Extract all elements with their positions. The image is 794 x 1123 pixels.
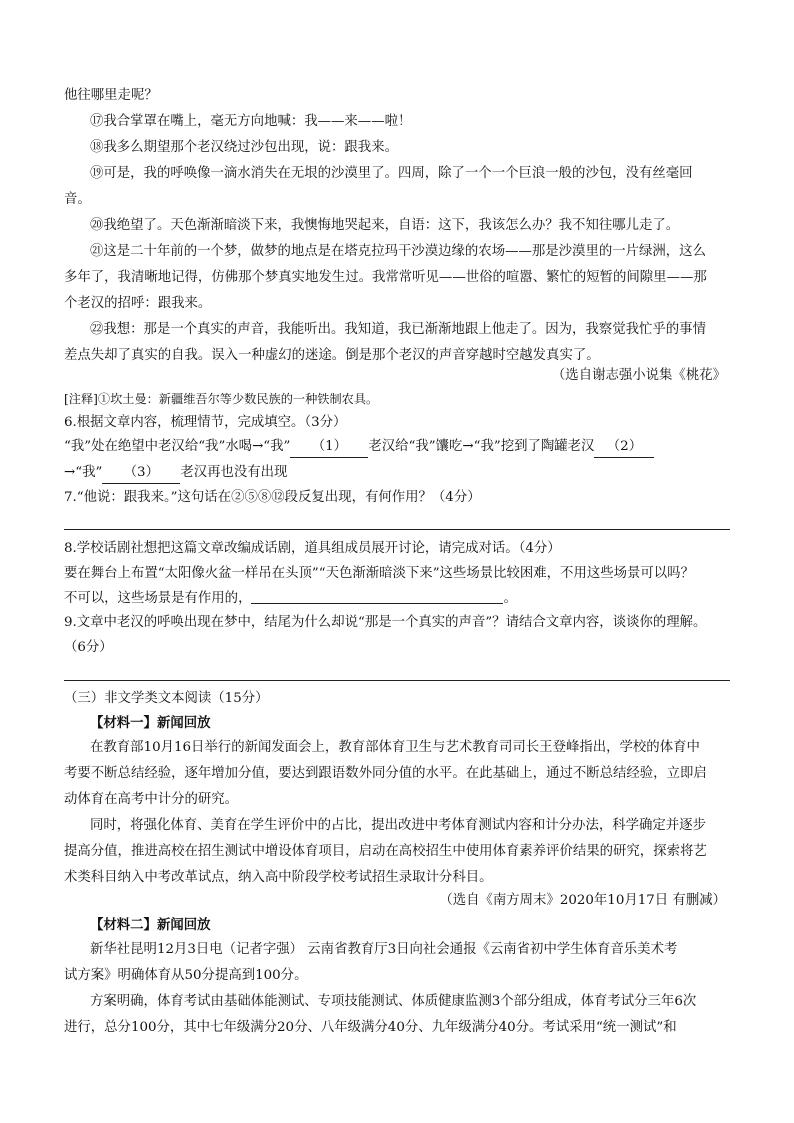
question-9-line1: 9.文章中老汉的呼唤出现在梦中，结尾为什么却说“那是一个真实的声音”？请结合文章内容，谈谈你的理解。 [64, 615, 707, 630]
question-8-text-b: 。 [503, 591, 517, 606]
question-6-text-d: 老汉再也没有出现 [180, 465, 288, 480]
material-2-label: 【材料二】新闻回放 [90, 917, 211, 933]
question-6-text-b: 老汉给“我”馕吃→“我”挖到了陶罐老汉 [368, 439, 595, 454]
material-1-para2-line3: 术类科目纳入中考改革试点，纳入高中阶段学校考试招生录取计分科目。 [64, 870, 493, 885]
question-8-line2 [64, 589, 517, 609]
story-paragraph-22-line1: ㉒我想：那是一个真实的声音，我能听出。我知道，我已渐渐地跟上他走了。因为，我察觉我忙乎的事情 [90, 322, 706, 337]
question-8-title: 8.学校话剧社想把这篇文章改编成话剧，道具组成员展开讨论，请完成对话。（4分） [64, 541, 561, 556]
story-paragraph-16-tail: 他往哪里走呢？ [64, 88, 158, 103]
question-6-blank-3[interactable]: （3） [102, 463, 180, 484]
story-paragraph-17: ⑰我合掌罩在嘴上，毫无方向地喊：我——来——啦！ [90, 114, 412, 129]
question-8-line1: 要在舞台上布置“太阳像火盆一样吊在头顶”“天色渐渐暗淡下来”这些场景比较困难，不用这些场景可以吗？ [64, 566, 694, 581]
material-1-source: （选自《南方周末》2020年10月17日 有删减） [439, 893, 726, 908]
story-paragraph-22-line2: 差点失却了真实的自我。误入一种虚幻的迷途。倒是那个老汉的声音穿越时空越发真实了。 [64, 348, 600, 363]
material-2-para2-line1: 方案明确，体育考试由基础体能测试、专项技能测试、体质健康监测3个部分组成，体育考试分三年6次 [90, 994, 697, 1009]
material-2-para2-line2: 进行，总分100分，其中七年级满分20分、八年级满分40分、九年级满分40分。考试采用“统一测试”和 [64, 1020, 677, 1035]
question-6-line2 [64, 463, 287, 484]
material-1-label: 【材料一】新闻回放 [90, 715, 211, 731]
story-footnote: [注释]①坎土曼：新疆维吾尔等少数民族的一种铁制农具。 [64, 392, 379, 406]
section-3-title: （三）非文学类文本阅读（15分） [64, 691, 269, 706]
material-1-para1-line2: 考要不断总结经验，逐年增加分值，要达到跟语数外同分值的水平。在此基础上，通过不断总结经验，立即启 [64, 766, 707, 781]
story-source: （选自谢志强小说集《桃花》 [551, 368, 726, 383]
question-6-blank-1[interactable]: （1） [290, 437, 368, 458]
question-9-answer-line[interactable] [64, 680, 730, 681]
story-paragraph-19-line1: ⑲可是，我的呼唤像一滴水消失在无垠的沙漠里了。四周，除了一个一个巨浪一般的沙包，没有丝毫回 [90, 166, 693, 181]
story-paragraph-18: ⑱我多么期望那个老汉绕过沙包出现，说：跟我来。 [90, 140, 398, 155]
story-paragraph-21-line1: ㉑这是二十年前的一个梦，做梦的地点是在塔克拉玛干沙漠边缘的农场——那是沙漠里的一片绿洲，这么 [90, 244, 706, 259]
material-1-para1-line1: 在教育部10月16日举行的新闻发面会上，教育部体育卫生与艺术教育司司长王登峰指出，学校的体育中 [90, 740, 700, 755]
material-2-para1-line2: 试方案》明确体育从50分提高到100分。 [64, 968, 308, 983]
material-1-para2-line1: 同时，将强化体育、美育在学生评价中的占比，提出改进中考体育测试内容和计分办法，科学确定并逐步 [90, 818, 706, 833]
question-6-blank-2[interactable]: （2） [594, 437, 654, 458]
material-2-para1-line1: 新华社昆明12月3日电（记者字强） 云南省教育厅3日向社会通报《云南省初中学生体育音乐美术考 [90, 942, 678, 957]
question-9-line2: （6分） [64, 640, 113, 655]
material-1-para1-line3: 动体育在高考中计分的研究。 [64, 792, 239, 807]
question-6-text-c: →“我” [64, 465, 103, 480]
story-paragraph-20: ⑳我绝望了。天色渐渐暗淡下来，我懊悔地哭起来，自语：这下，我该怎么办？我不知往哪儿走了。 [90, 218, 680, 233]
question-7: 7.“他说：跟我来。”这句话在②⑤⑧⑫段反复出现，有何作用？（4分） [64, 490, 481, 505]
question-8-answer-blank[interactable] [251, 589, 503, 604]
story-paragraph-19-line2: 音。 [64, 192, 91, 207]
question-6-text-a: “我”处在绝望中老汉给“我”水喝→“我” [64, 439, 291, 454]
story-paragraph-21-line2: 多年了，我清晰地记得，仿佛那个梦真实地发生过。我常常听见——世俗的喧嚣、繁忙的短暂的间隙里——那 [64, 270, 707, 285]
question-6-line1 [64, 437, 654, 458]
story-paragraph-21-line3: 个老汉的招呼：跟我来。 [64, 296, 212, 311]
question-6-title: 6.根据文章内容，梳理情节，完成填空。（3分） [64, 415, 347, 430]
question-8-text-a: 不可以，这些场景是有作用的， [64, 591, 252, 606]
material-1-para2-line2: 提高分值，推进高校在招生测试中增设体育项目，启动在高校招生中使用体育素养评价结果的研究，探索将艺 [64, 844, 707, 859]
question-7-answer-line[interactable] [64, 529, 730, 530]
